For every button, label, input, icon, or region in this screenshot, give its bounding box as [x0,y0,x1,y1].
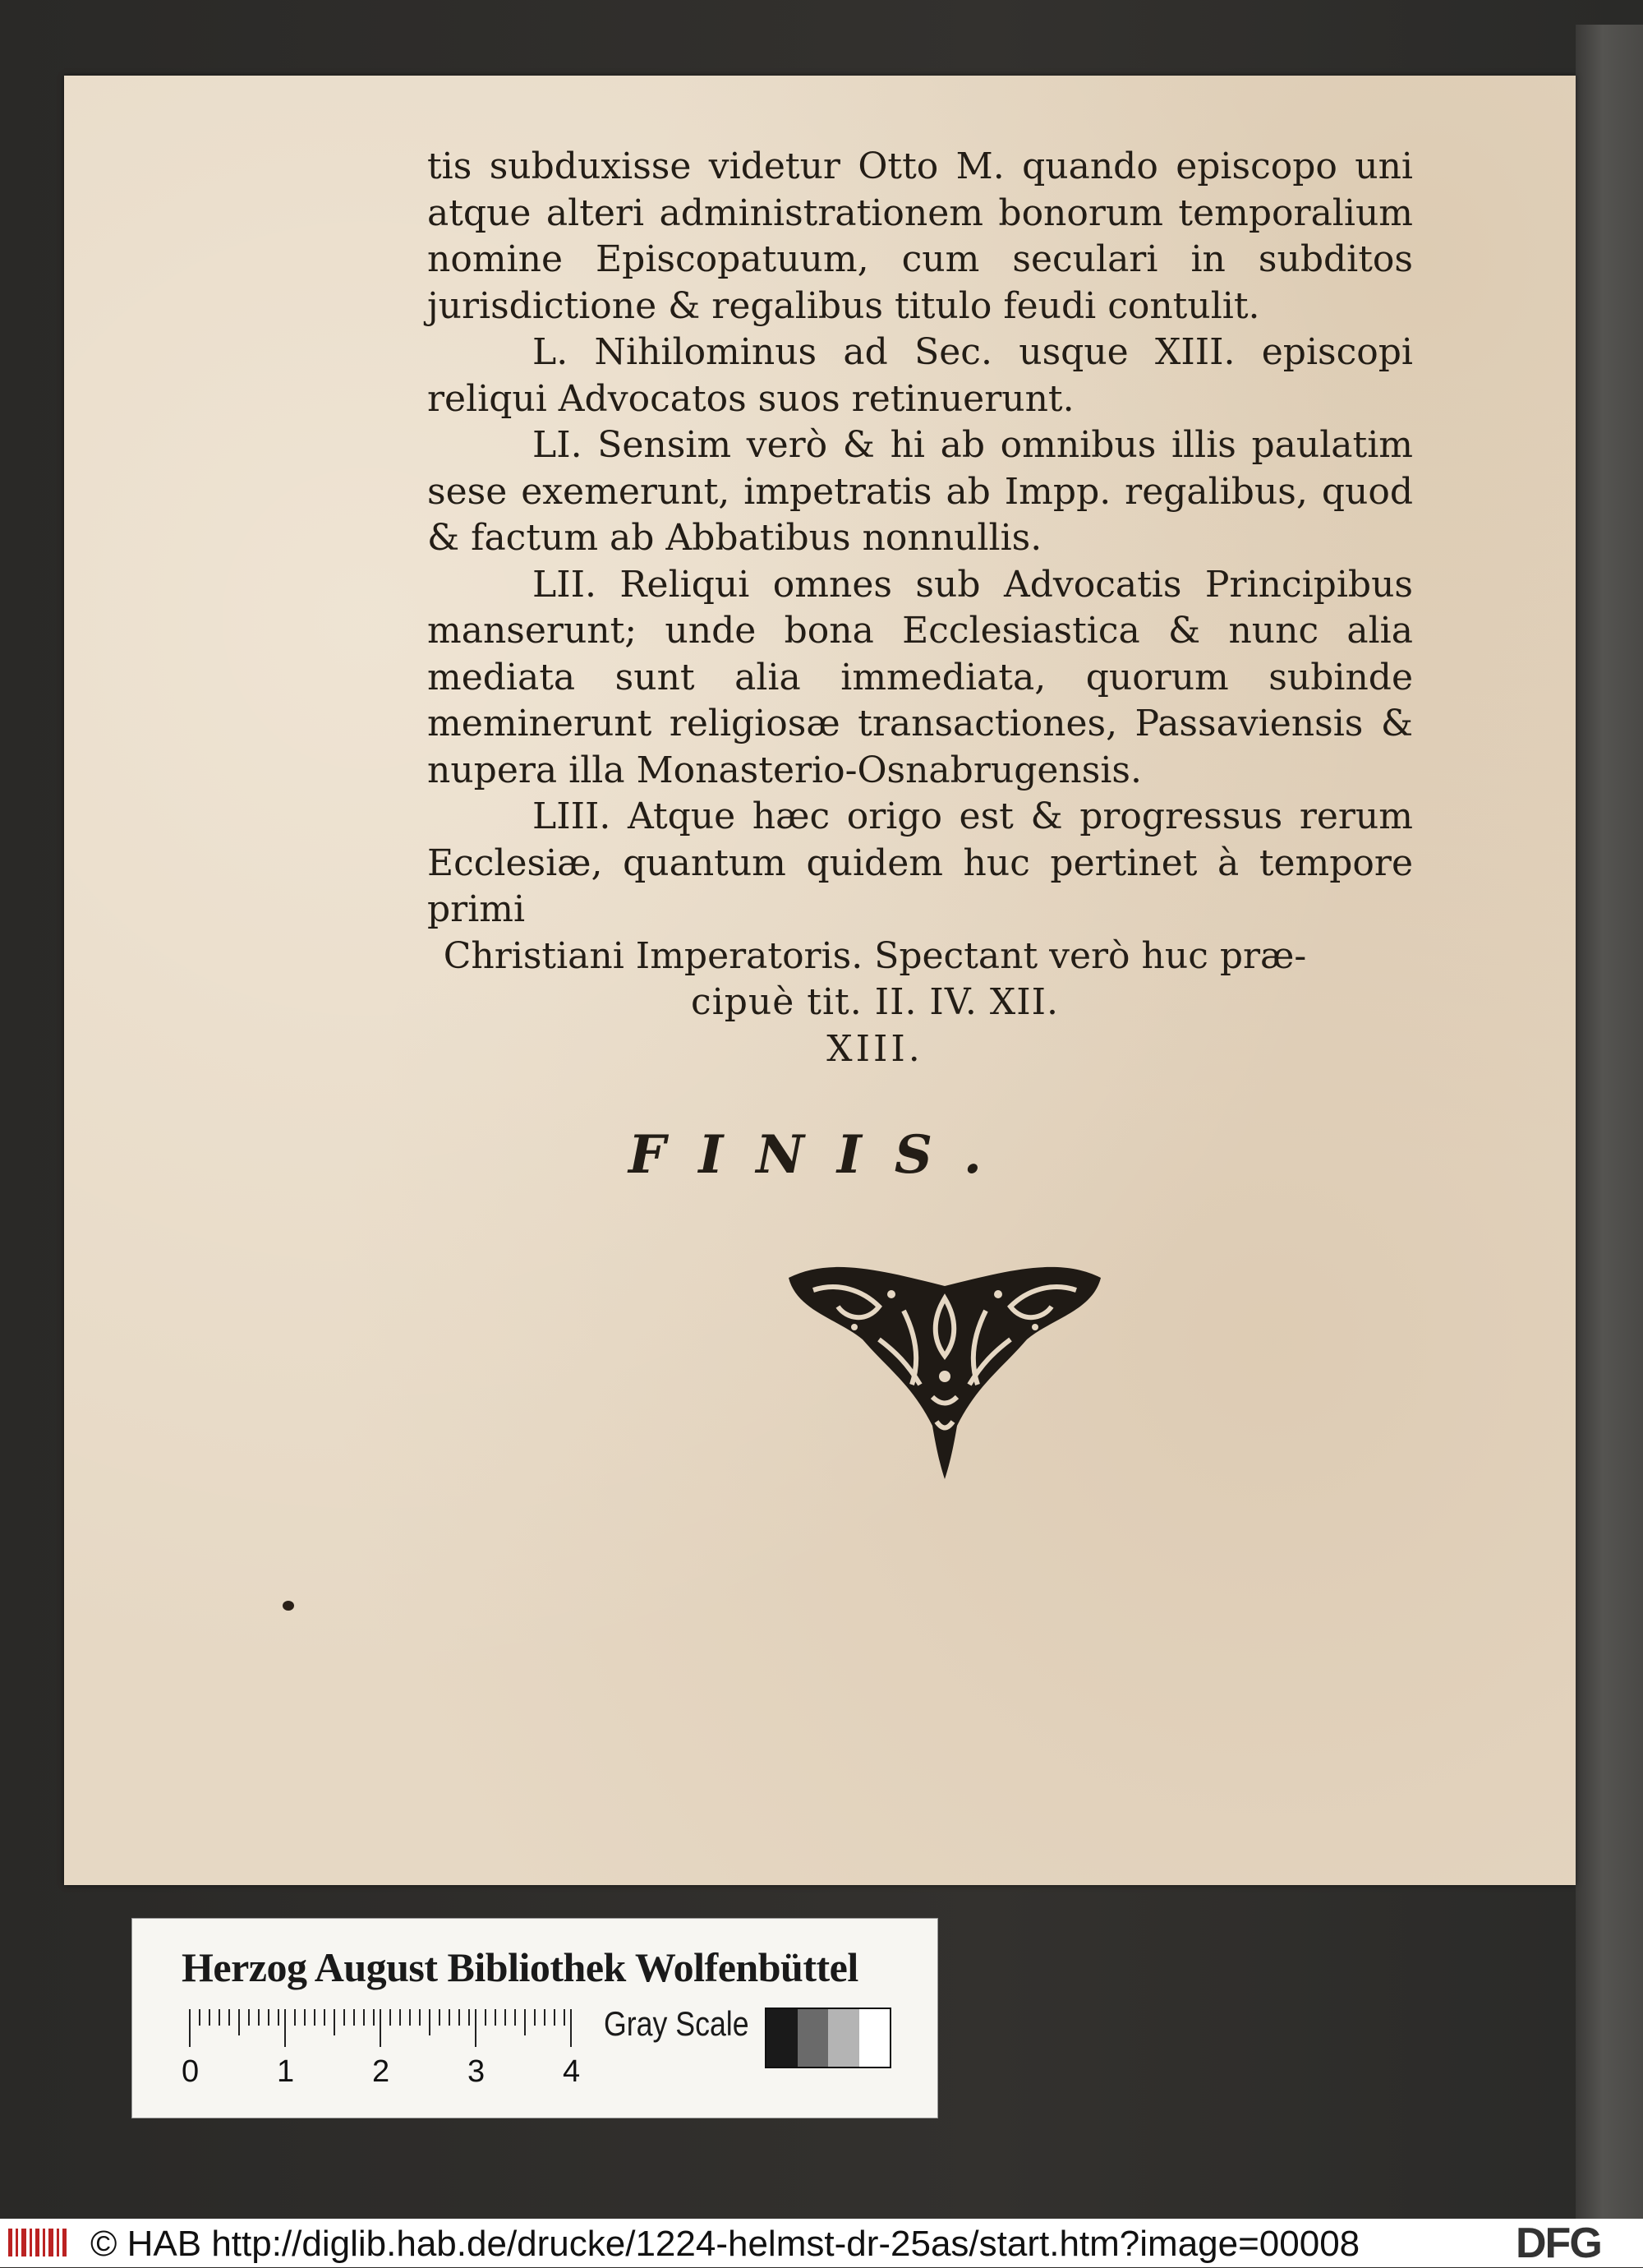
swatch-black [766,2009,798,2067]
ink-dot [283,1601,294,1611]
gray-scale-label: Gray Scale [604,2004,749,2043]
paragraph-continued: tis subduxisse videtur Otto M. quando episcopo uni atque alteri administrationem bonorum temporalium nomine Episcopatuum, cum seculari in subditos jurisdictione & regalibus titulo feudi contulit. [427,145,1413,327]
ruler-label-4: 4 [563,2054,581,2089]
swatch-light-gray [828,2009,859,2067]
color-reference-card [131,1918,938,2118]
finis-heading: FINIS. [628,1124,1015,1186]
ruler-label-2: 2 [372,2054,390,2089]
barcode-logo-icon [7,2224,72,2261]
ruler-label-3: 3 [467,2054,486,2089]
paragraph-L: L. Nihilominus ad Sec. usque XIII. episcopi reliqui Advocatos suos retinuerunt. [427,331,1413,420]
swatch-dark-gray [798,2009,829,2067]
footer-bar [0,2219,1643,2267]
paragraph-LIII: LIII. Atque hæc origo est & progressus rerum Ecclesiæ, quantum quidem huc pertinet à tempore primi [427,795,1413,930]
ruler-label-0: 0 [182,2054,200,2089]
centered-line-1: Christiani Imperatoris. Spectant verò huc præ- [443,934,1307,977]
centered-line-3: XIII. [826,1027,923,1070]
paragraph-LII: LII. Reliqui omnes sub Advocatis Principibus manserunt; unde bona Ecclesiastica & nunc alia mediata sunt alia immediata, quorum subinde meminerunt religiosæ transactiones, Passaviensis & nupera illa Monasterio-Osnabrugensis. [427,563,1413,791]
page-text [427,144,1413,1072]
card-title: Herzog August Bibliothek Wolfenbüttel [182,1944,858,1990]
dfg-logo: DFG [1516,2220,1601,2267]
footer-url[interactable]: © HAB http://diglib.hab.de/drucke/1224-helmst-dr-25as/start.htm?image=00008 [90,2224,1360,2264]
centered-line-2: cipuè tit. II. IV. XII. [691,981,1059,1023]
ornament-vignette-icon [780,1261,1109,1483]
gray-scale-swatches [765,2008,891,2068]
ruler-label-1: 1 [277,2054,295,2089]
swatch-white [859,2009,891,2067]
scan-edge-strip [1576,25,1643,2219]
paragraph-LI: LI. Sensim verò & hi ab omnibus illis paulatim sese exemerunt, impetratis ab Impp. regalibus, quod & factum ab Abbatibus nonnullis. [427,424,1413,559]
